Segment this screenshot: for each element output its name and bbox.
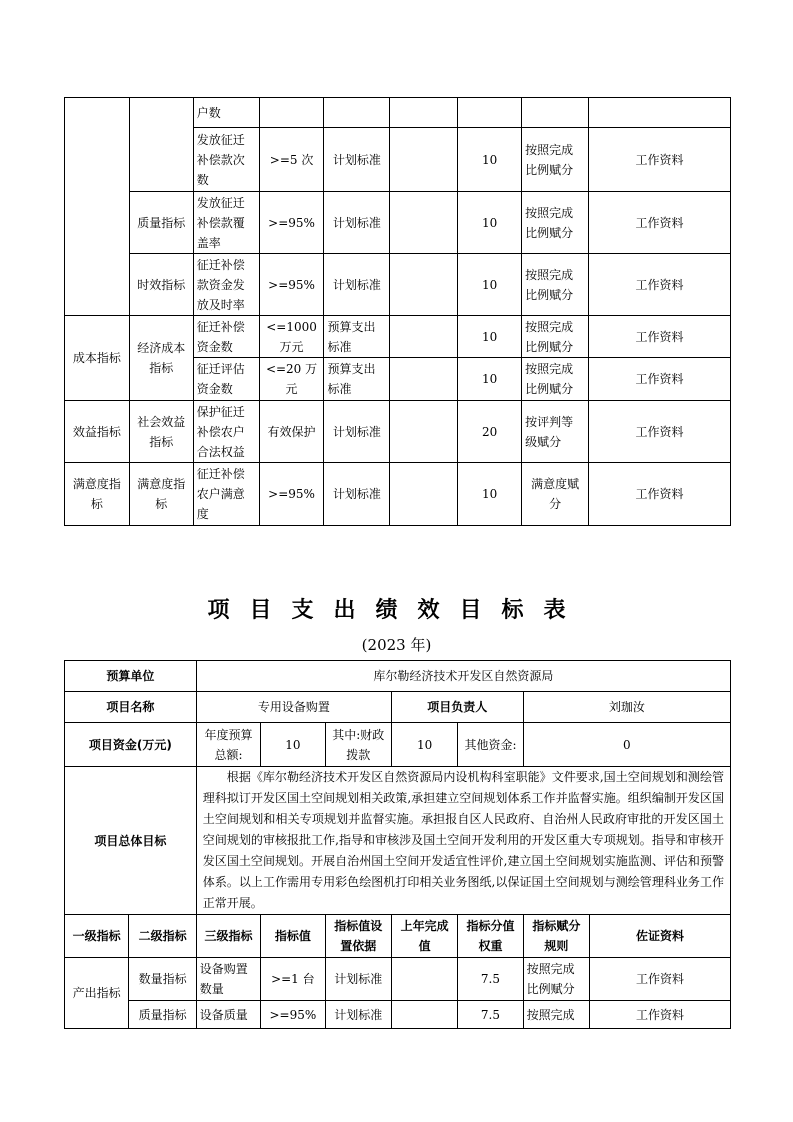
level2-cell: 数量指标 [129,958,196,1001]
goal-label: 项目总体目标 [65,767,197,915]
level3-cell: 征迁补偿款资金发放及时率 [193,254,259,316]
header-weight: 指标分值权重 [458,915,523,958]
rule-cell: 按照完成比例赋分 [522,358,589,401]
weight-cell: 10 [458,192,522,254]
level3-cell: 发放征迁补偿款次数 [193,128,259,192]
value-cell: >=5 次 [259,128,324,192]
rule-cell [522,98,589,128]
basis-cell: 计划标准 [325,958,391,1001]
header-basis: 指标值设置依据 [325,915,391,958]
rule-cell: 按照完成比例赋分 [523,958,589,1001]
rule-cell: 按照完成比例赋分 [522,316,589,358]
other-value: 0 [523,723,730,767]
weight-cell: 7.5 [458,958,523,1001]
prev-cell [390,192,458,254]
level1-cell: 效益指标 [65,401,130,463]
basis-cell: 计划标准 [324,401,390,463]
basis-cell: 预算支出标准 [324,316,390,358]
evidence-cell: 工作资料 [589,128,731,192]
basis-cell: 计划标准 [325,1001,391,1029]
fiscal-label: 其中:财政拨款 [325,723,391,767]
prev-cell [390,254,458,316]
weight-cell: 10 [458,463,522,526]
level3-cell: 户数 [193,98,259,128]
project-name-row [65,692,731,723]
evidence-cell: 工作资料 [589,254,731,316]
basis-cell: 计划标准 [324,128,390,192]
level2-cell: 社会效益指标 [129,401,193,463]
evidence-cell: 工作资料 [589,463,731,526]
performance-target-table [64,660,731,1029]
funds-row [65,723,731,767]
header-value: 指标值 [261,915,325,958]
level2-cell: 经济成本指标 [129,316,193,401]
weight-cell: 10 [458,128,522,192]
weight-cell: 10 [458,254,522,316]
prev-cell [390,316,458,358]
value-cell: >=95% [259,463,324,526]
header-evidence: 佐证资料 [590,915,731,958]
value-cell: >=1 台 [261,958,325,1001]
basis-cell: 计划标准 [324,463,390,526]
level3-cell: 征迁评估资金数 [193,358,259,401]
other-label: 其他资金: [458,723,523,767]
table-row [65,463,731,526]
level2-cell: 质量指标 [129,1001,196,1029]
evidence-cell: 工作资料 [589,316,731,358]
header-rule: 指标赋分规则 [523,915,589,958]
value-cell: >=95% [259,192,324,254]
goal-text: 根据《库尔勒经济技术开发区自然资源局内设机构科室职能》文件要求,国土空间规划和测绘管理科拟订开发区国土空间规划相关政策,承担建立空间规划体系工作并监督实施。组织编制开发区国土空间规划和相关专项规划并监督实施。承担报自区人民政府、自治州人民政府审批的开发区国土空间规划的审核报批工作,指导和审核涉及国土空间开发利用的开发区重大专项规划。指导和审核开发区国土空间规划。开展自治州国土空间开发适宜性评价,建立国土空间规划实施监测、评估和预警体系。以上工作需用专用彩色绘图机打印相关业务图纸,以保证国土空间规划与测绘管理科业务工作正常开展。 [196,767,730,915]
level2-cell [129,98,193,192]
table-row [65,1001,731,1029]
funds-label: 项目资金(万元) [65,723,197,767]
annual-budget-value: 10 [261,723,325,767]
evidence-cell [589,98,731,128]
value-cell: 有效保护 [259,401,324,463]
basis-cell: 预算支出标准 [324,358,390,401]
prev-cell [390,463,458,526]
budget-unit-value: 库尔勒经济技术开发区自然资源局 [196,661,730,692]
table-row [65,192,731,254]
document-title: 项目支出绩效目标表 [207,598,586,623]
evidence-cell: 工作资料 [590,1001,731,1029]
project-name-label: 项目名称 [65,692,197,723]
table-row [65,958,731,1001]
basis-cell: 计划标准 [324,192,390,254]
evidence-cell: 工作资料 [589,401,731,463]
level3-cell: 征迁补偿资金数 [193,316,259,358]
level3-cell: 设备购置数量 [196,958,260,1001]
level1-cell [65,98,130,316]
level1-cell: 产出指标 [65,958,129,1029]
rule-cell: 满意度赋分 [522,463,589,526]
level2-cell: 质量指标 [129,192,193,254]
header-level2: 二级指标 [129,915,196,958]
rule-cell: 按照完成比例赋分 [522,254,589,316]
value-cell: <=1000 万元 [259,316,324,358]
level3-cell: 发放征迁补偿款覆盖率 [193,192,259,254]
value-cell: >=95% [259,254,324,316]
prev-cell [390,128,458,192]
header-prev: 上年完成值 [391,915,457,958]
table-row [65,98,731,128]
weight-cell: 7.5 [458,1001,523,1029]
weight-cell: 10 [458,358,522,401]
indicator-table-continued [64,97,731,526]
evidence-cell: 工作资料 [590,958,731,1001]
value-cell: <=20 万元 [259,358,324,401]
prev-cell [390,358,458,401]
basis-cell: 计划标准 [324,254,390,316]
basis-cell [324,98,390,128]
level1-cell: 成本指标 [65,316,130,401]
header-level3: 三级指标 [196,915,260,958]
rule-cell: 按评判等级赋分 [522,401,589,463]
budget-unit-row [65,661,731,692]
level3-cell: 保护征迁补偿农户合法权益 [193,401,259,463]
weight-cell [458,98,522,128]
header-row [65,915,731,958]
project-lead-value: 刘珈汝 [523,692,730,723]
level2-cell: 时效指标 [129,254,193,316]
rule-cell: 按照完成 [523,1001,589,1029]
table-row [65,316,731,358]
value-cell [259,98,324,128]
rule-cell: 按照完成比例赋分 [522,128,589,192]
level2-cell: 满意度指标 [129,463,193,526]
project-lead-label: 项目负责人 [391,692,523,723]
annual-budget-label: 年度预算总额: [196,723,260,767]
project-name-value: 专用设备购置 [196,692,391,723]
weight-cell: 20 [458,401,522,463]
document-year: (2023 年) [361,636,432,654]
fiscal-value: 10 [391,723,457,767]
prev-cell [391,958,457,1001]
weight-cell: 10 [458,316,522,358]
table-row [65,401,731,463]
table-row [65,254,731,316]
goal-row [65,767,731,915]
evidence-cell: 工作资料 [589,358,731,401]
prev-cell [391,1001,457,1029]
evidence-cell: 工作资料 [589,192,731,254]
value-cell: >=95% [261,1001,325,1029]
level3-cell: 设备质量 [196,1001,260,1029]
header-level1: 一级指标 [65,915,129,958]
level3-cell: 征迁补偿农户满意度 [193,463,259,526]
level1-cell: 满意度指标 [65,463,130,526]
budget-unit-label: 预算单位 [65,661,197,692]
rule-cell: 按照完成比例赋分 [522,192,589,254]
prev-cell [390,98,458,128]
prev-cell [390,401,458,463]
